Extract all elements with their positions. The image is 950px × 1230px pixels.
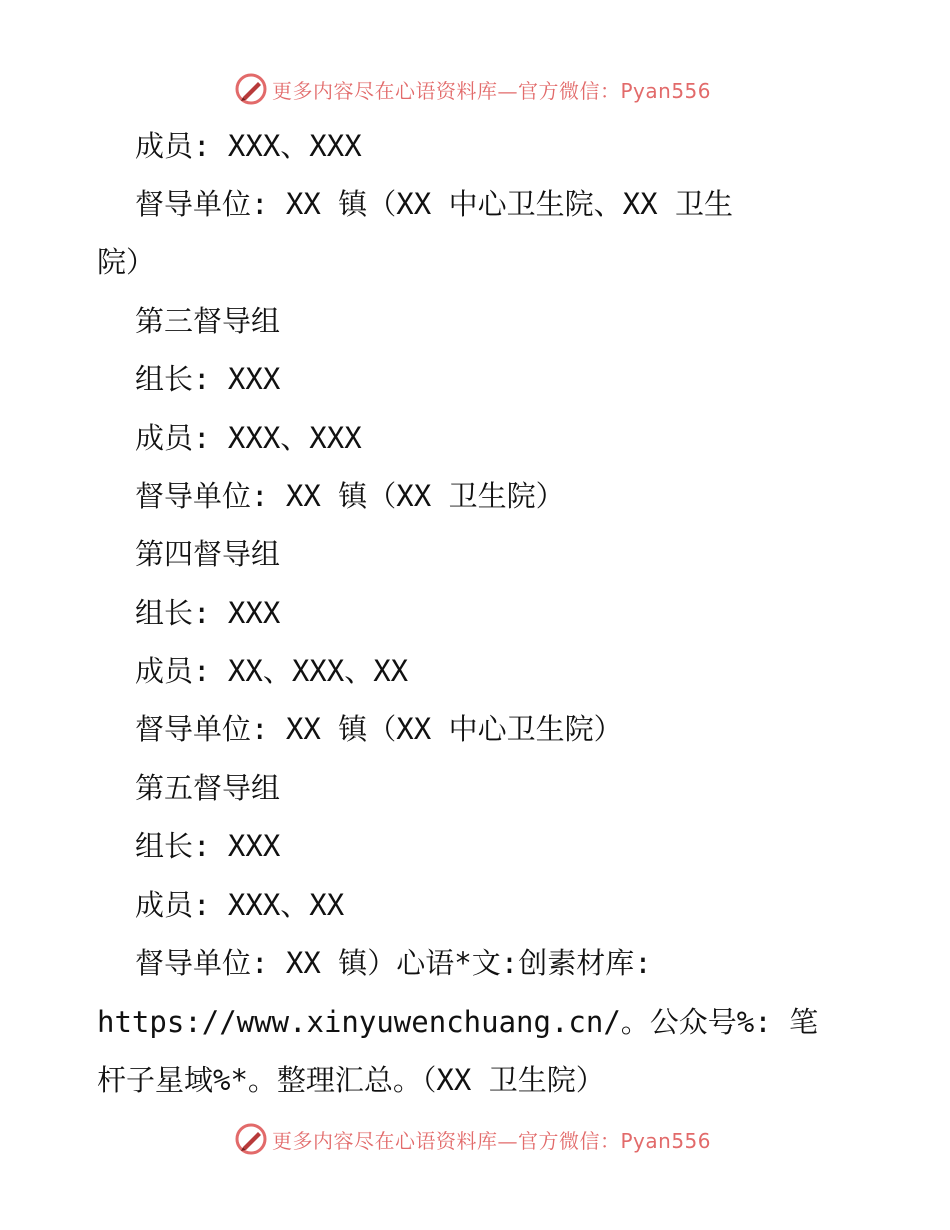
- header-banner: [234, 72, 711, 106]
- footer-banner-text: 更多内容尽在心语资料库—官方微信：Pyan556: [272, 1128, 712, 1153]
- text-line: 组长: XXX: [135, 829, 281, 863]
- text-line: 成员: XXX、XX: [135, 888, 345, 922]
- group-heading: 第四督导组: [135, 537, 281, 571]
- quill-pen-icon: [234, 1122, 268, 1156]
- text-line: 督导单位: XX 镇）心语*文:创素材库:: [135, 946, 652, 980]
- text-line: https://www.xinyuwenchuang.cn/。公众号%: 笔: [97, 1005, 819, 1039]
- text-line: 督导单位: XX 镇（XX 中心卫生院）: [135, 712, 623, 746]
- text-line: 院）: [97, 245, 156, 279]
- text-line: 成员: XXX、XXX: [135, 421, 362, 455]
- text-line: 督导单位: XX 镇（XX 中心卫生院、XX 卫生: [135, 187, 734, 221]
- text-line: 组长: XXX: [135, 596, 281, 630]
- footer-banner: [234, 1122, 711, 1156]
- header-banner-text: 更多内容尽在心语资料库—官方微信：Pyan556: [272, 78, 712, 103]
- text-line: 成员: XX、XXX、XX: [135, 654, 409, 688]
- text-line: 杆子星域%*。整理汇总。（XX 卫生院）: [97, 1063, 605, 1097]
- text-line: 组长: XXX: [135, 362, 281, 396]
- group-heading: 第五督导组: [135, 771, 281, 805]
- text-line: 督导单位: XX 镇（XX 卫生院）: [135, 479, 565, 513]
- quill-pen-icon: [234, 72, 268, 106]
- group-heading: 第三督导组: [135, 304, 281, 338]
- text-line: 成员: XXX、XXX: [135, 129, 362, 163]
